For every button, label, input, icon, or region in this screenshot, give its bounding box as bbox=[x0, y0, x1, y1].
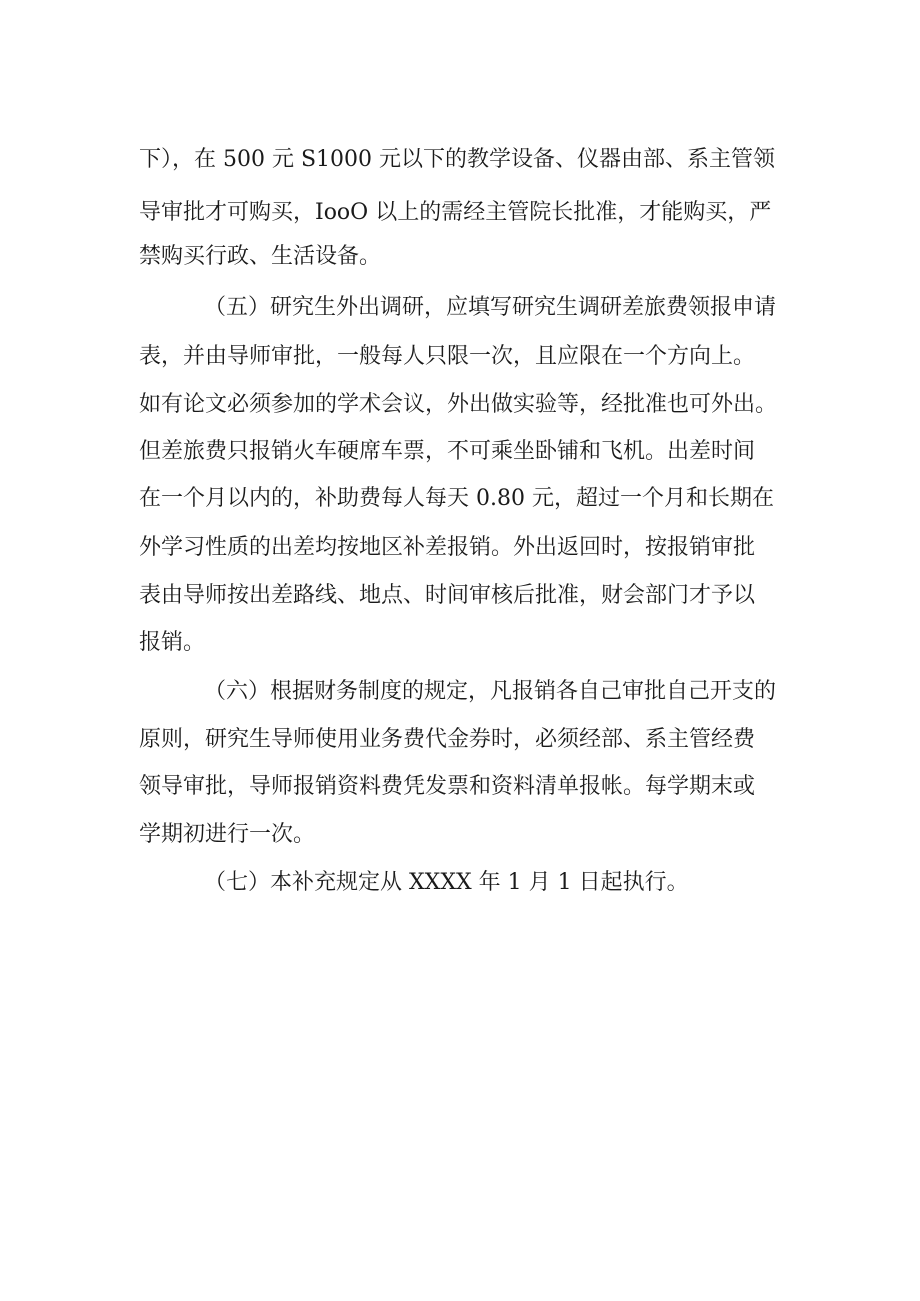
text-line: 外学习性质的出差均按地区补差报销。外出返回时，按报销审批 bbox=[139, 535, 756, 560]
text-line: （六）根据财务制度的规定，凡报销各自己审批自己开支的 bbox=[204, 679, 777, 704]
text-line: 原则，研究生导师使用业务费代金券时，必须经部、系主管经费 bbox=[139, 727, 756, 752]
text-line: 表，并由导师审批，一般每人只限一次，且应限在一个方向上。 bbox=[139, 344, 756, 369]
text-line: 禁购买行政、生活设备。 bbox=[139, 244, 382, 269]
text-line: 如有论文必须参加的学术会议，外出做实验等，经批准也可外出。 bbox=[139, 392, 778, 417]
text-line: 在一个月以内的，补助费每人每天 0.80 元，超过一个月和长期在 bbox=[139, 486, 774, 511]
text-line: 表由导师按出差路线、地点、时间审核后批准，财会部门才予以 bbox=[139, 583, 756, 608]
text-line: 报销。 bbox=[139, 630, 206, 655]
text-line: 导审批才可购买，IooO 以上的需经主管院长批准，才能购买，严 bbox=[139, 200, 772, 225]
text-line: （五）研究生外出调研，应填写研究生调研差旅费领报申请 bbox=[204, 295, 777, 320]
text-line: 学期初进行一次。 bbox=[139, 822, 316, 847]
text-line: （七）本补充规定从 XXXX 年 1 月 1 日起执行。 bbox=[204, 870, 689, 895]
text-line: 下），在 500 元 S1000 元以下的教学设备、仪器由部、系主管领 bbox=[139, 147, 776, 172]
text-line: 领导审批，导师报销资料费凭发票和资料清单报帐。每学期末或 bbox=[139, 774, 756, 799]
text-line: 但差旅费只报销火车硬席车票，不可乘坐卧铺和飞机。出差时间 bbox=[139, 439, 756, 464]
